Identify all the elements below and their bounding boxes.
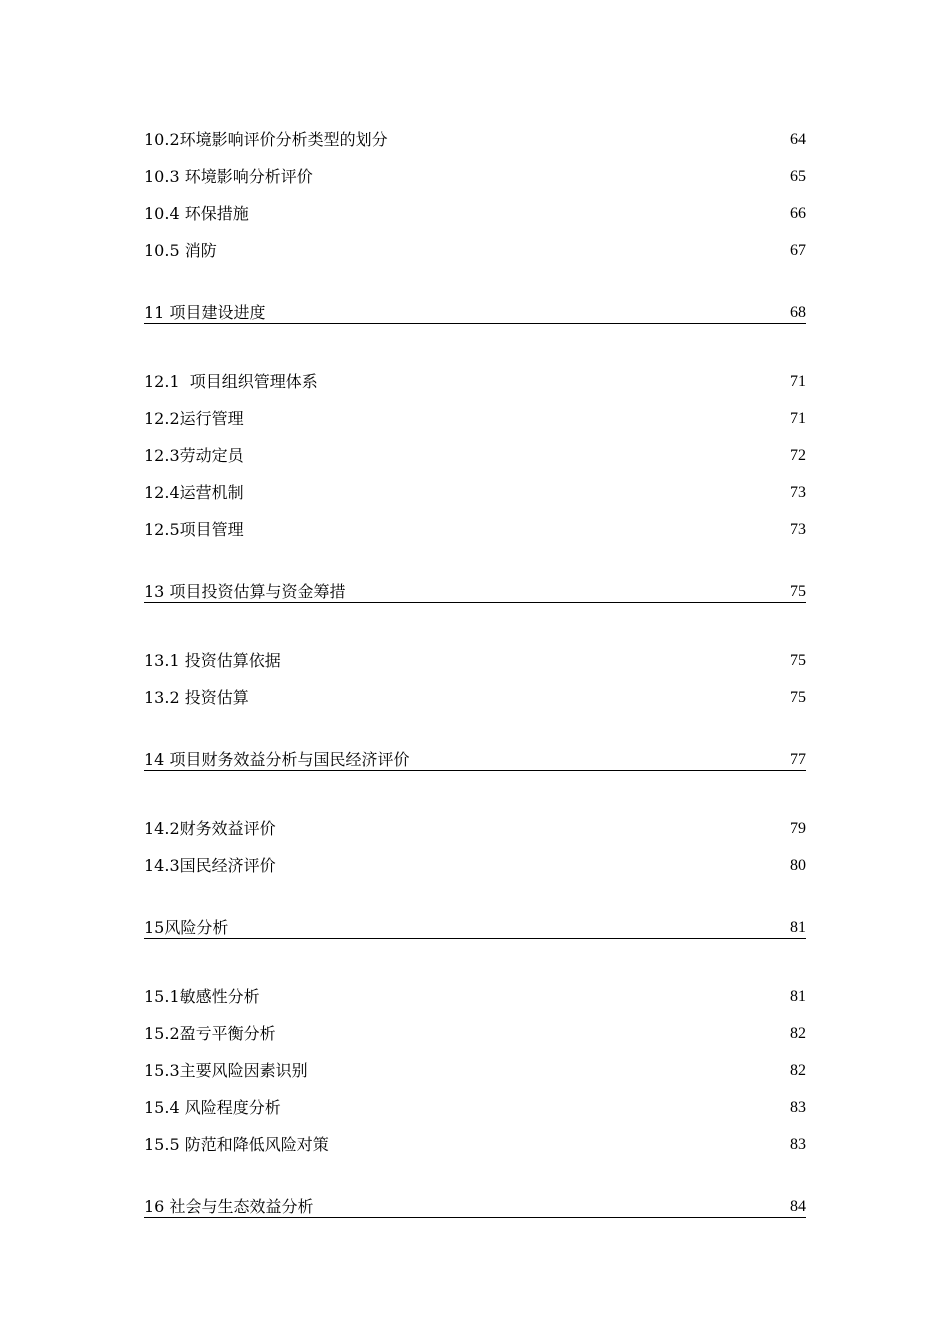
toc-entry-title: 10.2环境影响评价分析类型的划分 [144,130,388,149]
toc-entry-page: 79 [790,820,806,837]
toc-chapter-title: 13 项目投资估算与资金筹措 [144,582,346,601]
toc-entry-title: 14.3国民经济评价 [144,856,276,875]
toc-chapter[interactable] [144,748,806,771]
toc-entry-page: 71 [790,373,806,390]
toc-entry[interactable] [144,1057,806,1081]
toc-entry[interactable] [144,647,806,671]
toc-chapter-page: 81 [790,919,806,936]
toc-entry-title: 13.1 投资估算依据 [144,651,281,670]
toc-entry[interactable] [144,479,806,503]
toc-entry-page: 81 [790,988,806,1005]
toc-entry-title: 15.2盈亏平衡分析 [144,1024,276,1043]
toc-entry[interactable] [144,684,806,708]
toc-entry-page: 72 [790,447,806,464]
toc-entry-page: 73 [790,521,806,538]
toc-entry[interactable] [144,983,806,1007]
toc-entry-title: 10.5 消防 [144,241,217,260]
toc-entry-page: 83 [790,1099,806,1116]
toc-entry-page: 83 [790,1136,806,1153]
toc-entry[interactable] [144,200,806,224]
toc-chapter-page: 75 [790,583,806,600]
toc-entry[interactable] [144,1094,806,1118]
toc-entry-page: 71 [790,410,806,427]
toc-entry-title: 14.2财务效益评价 [144,819,276,838]
toc-chapter-page: 68 [790,304,806,321]
toc-entry-page: 75 [790,689,806,706]
toc-chapter-title: 15风险分析 [144,918,229,937]
toc-entry-page: 80 [790,857,806,874]
toc-entry[interactable] [144,852,806,876]
toc-entry[interactable] [144,1020,806,1044]
toc-entry-page: 73 [790,484,806,501]
toc-entry-title: 13.2 投资估算 [144,688,249,707]
toc-entry-title: 10.4 环保措施 [144,204,249,223]
toc-entry-title: 10.3 环境影响分析评价 [144,167,313,186]
toc-entry-title: 15.4 风险程度分析 [144,1098,281,1117]
toc-entry[interactable] [144,815,806,839]
toc-entry-title: 12.2运行管理 [144,409,244,428]
toc-entry-title: 15.1敏感性分析 [144,987,260,1006]
toc-entry[interactable] [144,1131,806,1155]
toc-chapter-page: 77 [790,751,806,768]
toc-entry[interactable] [144,405,806,429]
toc-chapter[interactable] [144,1195,806,1218]
toc-entry-page: 64 [790,131,806,148]
toc-entry-page: 67 [790,242,806,259]
toc-chapter-page: 84 [790,1198,806,1215]
toc-entry-page: 75 [790,652,806,669]
toc-chapter[interactable] [144,916,806,939]
toc-entry-page: 82 [790,1062,806,1079]
toc-entry-page: 65 [790,168,806,185]
toc-entry[interactable] [144,368,806,392]
toc-chapter[interactable] [144,301,806,324]
toc-entry[interactable] [144,516,806,540]
toc-entry[interactable] [144,237,806,261]
toc-entry-page: 82 [790,1025,806,1042]
toc-chapter-title: 11 项目建设进度 [144,303,266,322]
toc-chapter-title: 16 社会与生态效益分析 [144,1197,314,1216]
toc-entry-title: 12.4运营机制 [144,483,244,502]
toc-entry[interactable] [144,163,806,187]
toc-chapter[interactable] [144,580,806,603]
toc-entry-title: 12.5项目管理 [144,520,244,539]
toc-entry-page: 66 [790,205,806,222]
toc-entry-title: 12.1 项目组织管理体系 [144,372,318,391]
toc-entry-title: 15.5 防范和降低风险对策 [144,1135,329,1154]
toc-entry-title: 12.3劳动定员 [144,446,244,465]
toc-entry-title: 15.3主要风险因素识别 [144,1061,308,1080]
toc-chapter-title: 14 项目财务效益分析与国民经济评价 [144,750,410,769]
toc-entry[interactable] [144,126,806,150]
toc-entry[interactable] [144,442,806,466]
